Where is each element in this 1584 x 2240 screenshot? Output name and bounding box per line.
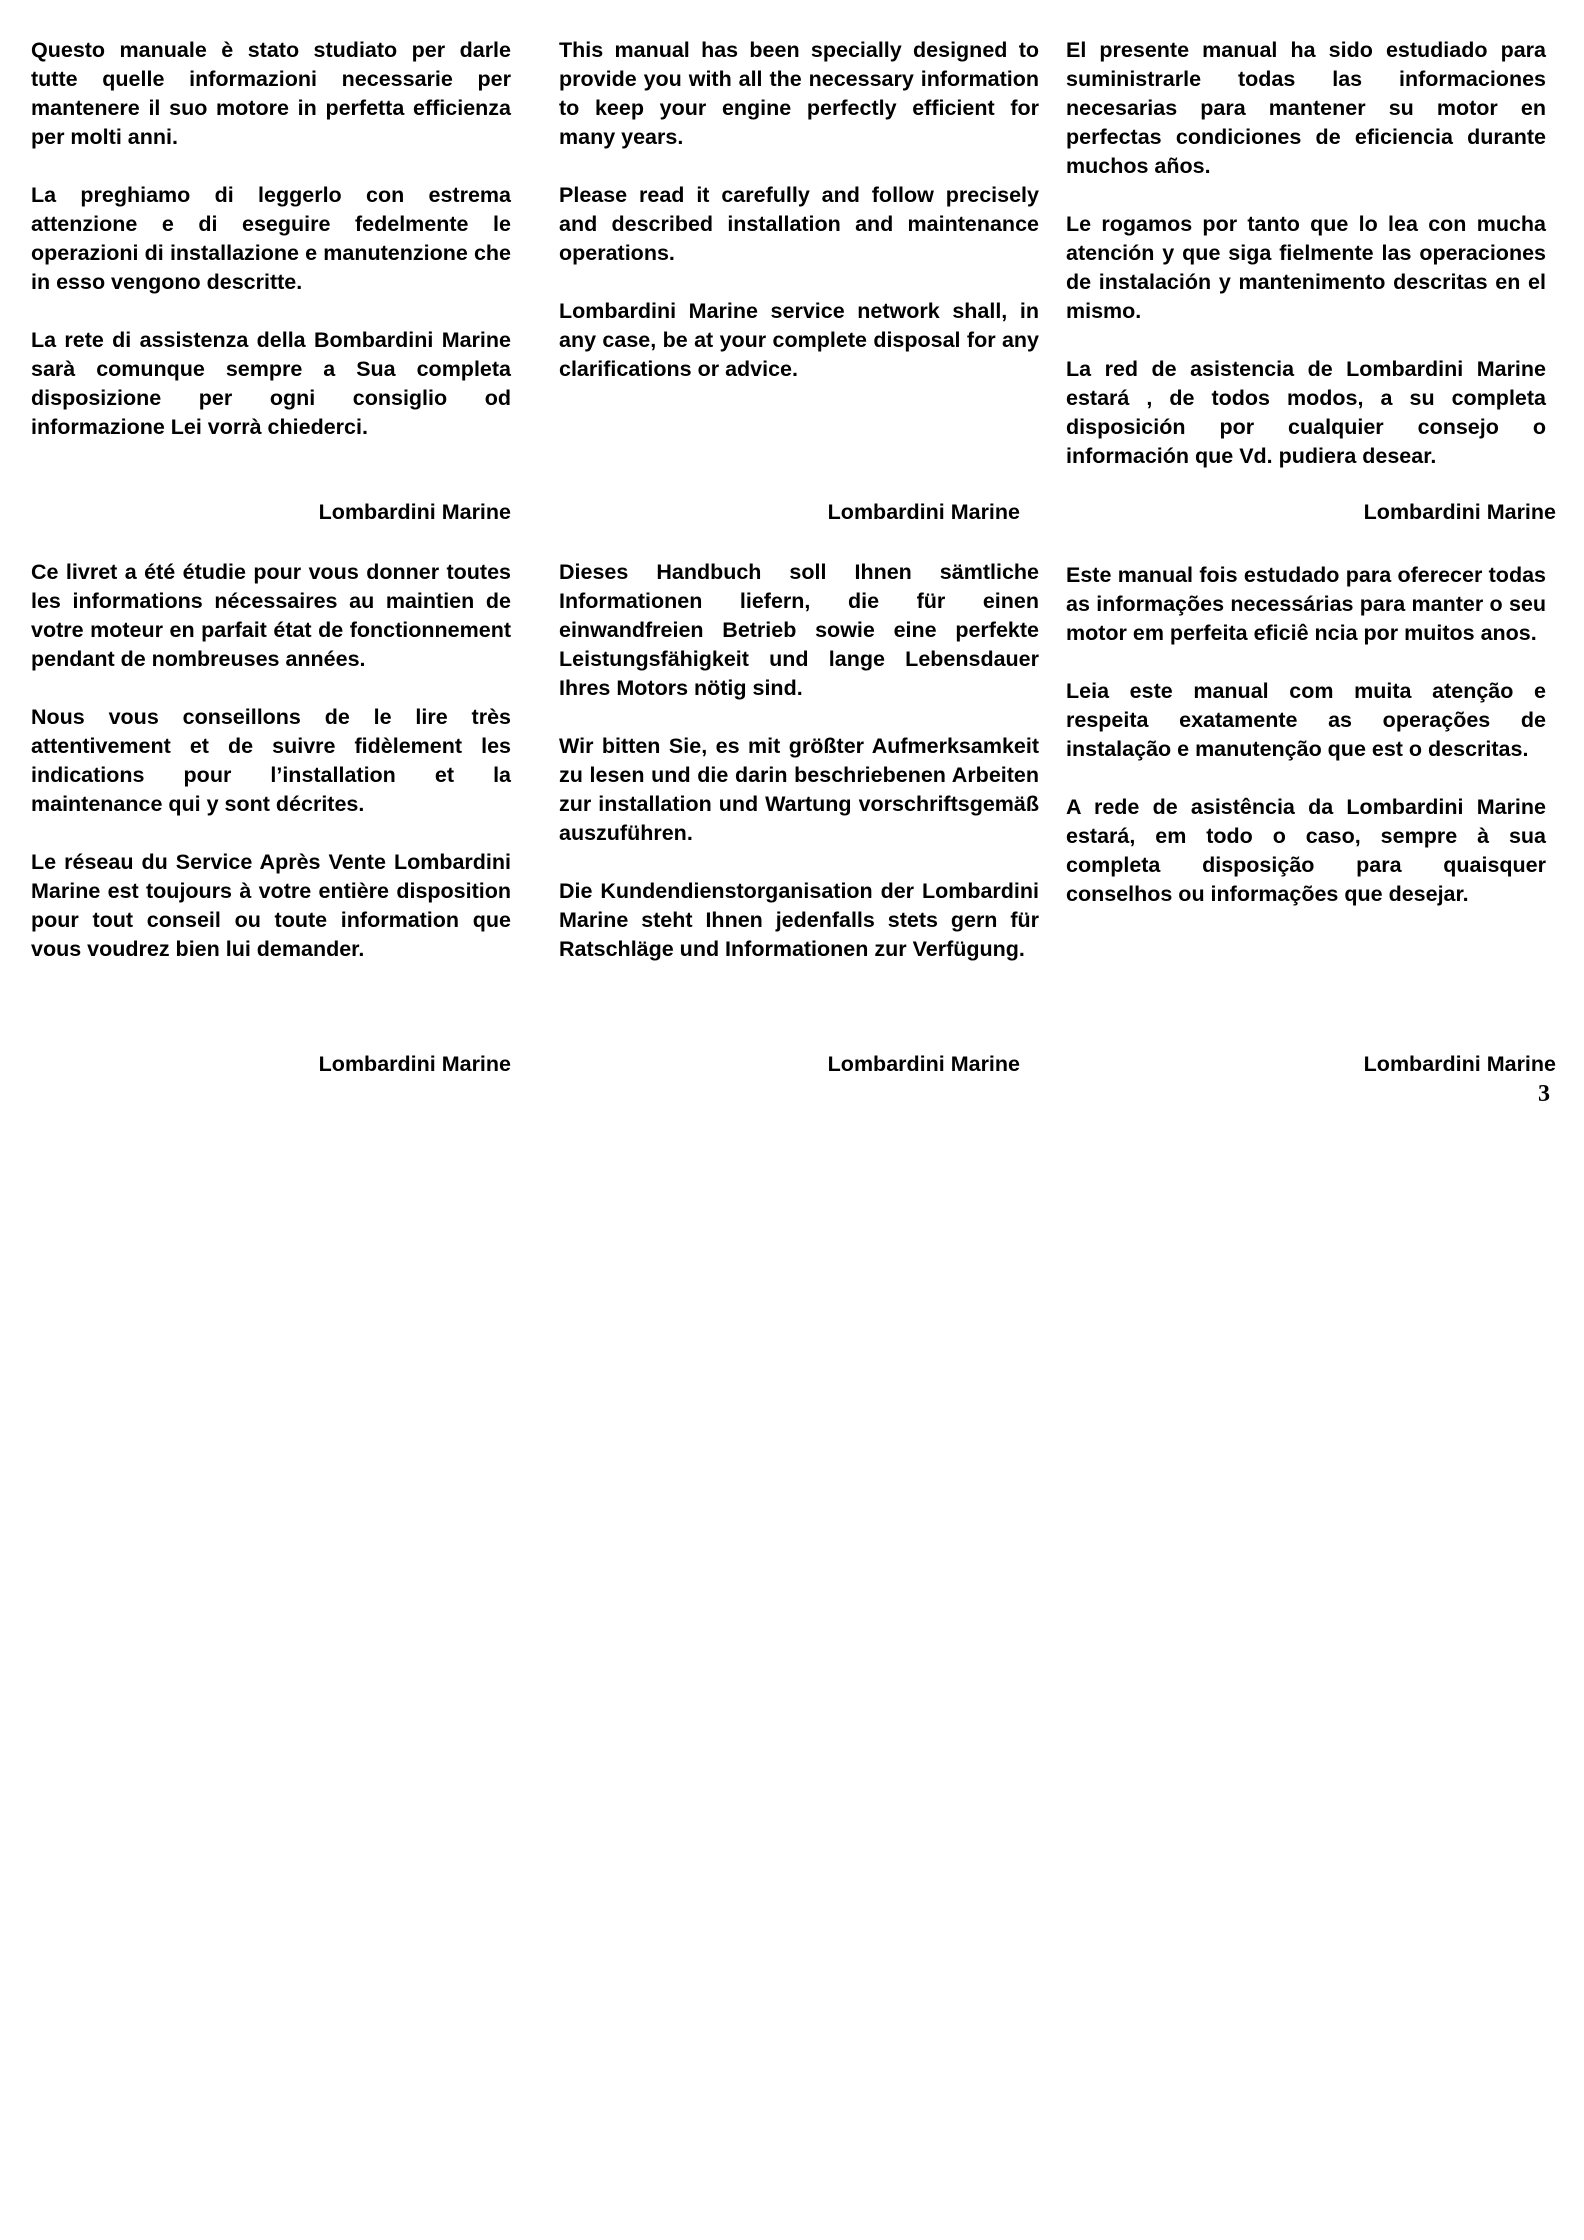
- spanish-paragraph-2: Le rogamos por tanto que lo lea con mucha atención y que siga fielmente las operaciones de instalación y mantenimento descritas en el mismo.: [1066, 212, 1546, 323]
- spanish-paragraph-3: La red de asistencia de Lombardini Marine estará , de todos modos, a su completa disposición por cualquier consejo o información que Vd. pudiera desear.: [1066, 357, 1546, 468]
- english-paragraph-2: Please read it carefully and follow precisely and described installation and maintenance operations.: [559, 183, 1039, 265]
- german-signature: Lombardini Marine: [827, 1052, 1020, 1076]
- spanish-paragraph-1: El presente manual ha sido estudiado para suministrarle todas las informaciones necesarias para mantener su motor en perfectas condiciones de eficiencia durante muchos años.: [1066, 38, 1546, 178]
- french-text-column: [31, 558, 511, 964]
- german-text-column: [559, 558, 1039, 964]
- portuguese-text-column: [1066, 561, 1546, 909]
- french-signature: Lombardini Marine: [318, 1052, 511, 1076]
- italian-text-column: [31, 36, 511, 442]
- english-signature: Lombardini Marine: [827, 500, 1020, 524]
- page-number: 3: [1538, 1081, 1550, 1107]
- french-paragraph-1: Ce livret a été étudie pour vous donner toutes les informations nécessaires au maintien de votre moteur en parfait état de fonctionnement pendant de nombreuses années.: [31, 560, 511, 671]
- german-paragraph-3: Die Kundendienstorganisation der Lombardini Marine steht Ihnen jedenfalls stets gern für Ratschläge und Informationen zur Verfügung.: [559, 879, 1039, 961]
- portuguese-signature: Lombardini Marine: [1363, 1052, 1556, 1076]
- french-paragraph-2: Nous vous conseillons de le lire très attentivement et de suivre fidèlement les indications pour l’installation et la maintenance qui y sont décrites.: [31, 705, 511, 816]
- german-paragraph-2: Wir bitten Sie, es mit größter Aufmerksamkeit zu lesen und die darin beschriebenen Arbeiten zur installation und Wartung vorschriftsgemäß auszuführen.: [559, 734, 1039, 845]
- english-text-column: [559, 36, 1039, 384]
- german-paragraph-1: Dieses Handbuch soll Ihnen sämtliche Informationen liefern, die für einen einwandfreien Betrieb sowie eine perfekte Leistungsfähigkeit und lange Lebensdauer Ihres Motors nötig sind.: [559, 560, 1039, 700]
- portuguese-paragraph-3: A rede de asistência da Lombardini Marine estará, em todo o caso, sempre à sua completa disposição para quaisquer conselhos ou informações que desejar.: [1066, 795, 1546, 906]
- italian-paragraph-2: La preghiamo di leggerlo con estrema attenzione e di eseguire fedelmente le operazioni di installazione e manutenzione che in esso vengono descritte.: [31, 183, 511, 294]
- portuguese-paragraph-1: Este manual fois estudado para oferecer todas as informações necessárias para manter o seu motor em perfeita eficiê ncia por muitos anos.: [1066, 563, 1546, 645]
- english-paragraph-1: This manual has been specially designed to provide you with all the necessary information to keep your engine perfectly efficient for many years.: [559, 38, 1039, 149]
- spanish-text-column: [1066, 36, 1546, 471]
- spanish-signature: Lombardini Marine: [1363, 500, 1556, 524]
- italian-paragraph-3: La rete di assistenza della Bombardini Marine sarà comunque sempre a Sua completa disposizione per ogni consiglio od informazione Lei vorrà chiederci.: [31, 328, 511, 439]
- italian-paragraph-1: Questo manuale è stato studiato per darle tutte quelle informazioni necessarie per mantenere il suo motore in perfetta efficienza per molti anni.: [31, 38, 511, 149]
- french-paragraph-3: Le réseau du Service Après Vente Lombardini Marine est toujours à votre entière disposition pour tout conseil ou toute information que vous voudrez bien lui demander.: [31, 850, 511, 961]
- portuguese-paragraph-2: Leia este manual com muita atenção e respeita exatamente as operações de instalação e manutenção que est o descritas.: [1066, 679, 1546, 761]
- english-paragraph-3: Lombardini Marine service network shall, in any case, be at your complete disposal for any clarifications or advice.: [559, 299, 1039, 381]
- italian-signature: Lombardini Marine: [318, 500, 511, 524]
